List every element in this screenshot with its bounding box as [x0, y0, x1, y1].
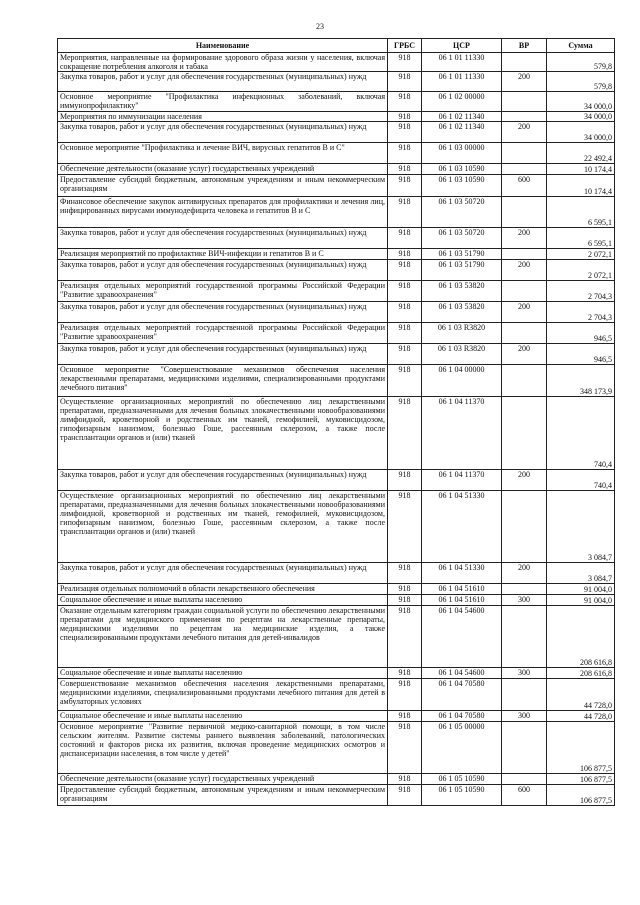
row-sum: 3 084,7 [547, 563, 615, 584]
row-name: Закупка товаров, работ и услуг для обеспечения государственных (муниципальных) нужд [58, 302, 388, 323]
table-row [58, 122, 615, 143]
row-csr: 06 1 03 R3820 [422, 344, 502, 365]
row-grbs: 918 [388, 122, 422, 143]
row-csr: 06 1 04 54600 [422, 668, 502, 679]
row-vr [502, 323, 547, 344]
row-vr [502, 491, 547, 563]
table-row [58, 175, 615, 197]
row-grbs: 918 [388, 92, 422, 112]
row-vr [502, 281, 547, 302]
table-row [58, 197, 615, 228]
row-name: Мероприятия, направленные на формирование здорового образа жизни у населения, включая сокращение потребления алкоголя и табака [58, 53, 388, 72]
row-vr: 300 [502, 668, 547, 679]
row-csr: 06 1 04 70580 [422, 711, 502, 722]
row-sum: 44 728,0 [547, 711, 615, 722]
row-name: Закупка товаров, работ и услуг для обеспечения государственных (муниципальных) нужд [58, 344, 388, 365]
row-grbs: 918 [388, 197, 422, 228]
row-csr: 06 1 04 51330 [422, 491, 502, 563]
row-csr: 06 1 03 R3820 [422, 323, 502, 344]
table-body [58, 53, 615, 806]
table-row [58, 344, 615, 365]
row-vr [502, 92, 547, 112]
row-name: Основное мероприятие "Развитие первичной медико-санитарной помощи, в том числе сельским жителям. Развитие системы раннего выявления заболеваний, патологических состояний и факторов риска их развития, включая проведение медицинских осмотров и диспансеризации населения, в том числе у детей" [58, 722, 388, 774]
row-sum: 34 000,0 [547, 92, 615, 112]
row-csr: 06 1 03 10590 [422, 175, 502, 197]
row-csr: 06 1 03 10590 [422, 164, 502, 175]
row-sum: 34 000,0 [547, 112, 615, 122]
row-grbs: 918 [388, 260, 422, 281]
table-row [58, 584, 615, 595]
row-name: Осуществление организационных мероприятий по обеспечению лиц лекарственными препаратами, предназначенными для лечения больных злокачественными новообразованиями лимфоидной, кроветворной и родственных им тканей, гемофилией, муковисцидозом, гипофизарным нанизмом, болезнью Гоше, рассеянным склерозом, а также после трансплантации органов и (или) тканей [58, 397, 388, 470]
row-vr: 200 [502, 344, 547, 365]
row-name: Закупка товаров, работ и услуг для обеспечения государственных (муниципальных) нужд [58, 228, 388, 249]
row-grbs: 918 [388, 491, 422, 563]
row-grbs: 918 [388, 563, 422, 584]
row-grbs: 918 [388, 53, 422, 72]
table-row [58, 470, 615, 491]
row-grbs: 918 [388, 668, 422, 679]
row-name: Обеспечение деятельности (оказание услуг) государственных учреждений [58, 774, 388, 785]
row-name: Реализация отдельных мероприятий государственной программы Российской Федерации "Развитие здравоохранения" [58, 323, 388, 344]
row-sum: 579,8 [547, 72, 615, 92]
row-sum: 106 877,5 [547, 785, 615, 806]
row-vr: 200 [502, 302, 547, 323]
row-csr: 06 1 04 00000 [422, 365, 502, 397]
row-grbs: 918 [388, 722, 422, 774]
row-name: Реализация отдельных мероприятий государственной программы Российской Федерации "Развитие здравоохранения" [58, 281, 388, 302]
table-row [58, 260, 615, 281]
row-csr: 06 1 03 00000 [422, 143, 502, 164]
row-name: Финансовое обеспечение закупок антивирусных препаратов для профилактики и лечения лиц, инфицированных вирусами иммунодефицита человека и гепатитов В и С [58, 197, 388, 228]
row-vr [502, 606, 547, 668]
row-grbs: 918 [388, 785, 422, 806]
row-sum: 2 704,3 [547, 302, 615, 323]
row-vr: 600 [502, 785, 547, 806]
row-sum: 10 174,4 [547, 164, 615, 175]
row-name: Реализация отдельных полномочий в области лекарственного обеспечения [58, 584, 388, 595]
row-vr: 200 [502, 563, 547, 584]
row-vr [502, 164, 547, 175]
row-name: Социальное обеспечение и иные выплаты населению [58, 711, 388, 722]
row-name: Основное мероприятие "Профилактика инфекционных заболеваний, включая иммунопрофилактику" [58, 92, 388, 112]
row-vr [502, 143, 547, 164]
row-csr: 06 1 03 50720 [422, 197, 502, 228]
row-sum: 91 004,0 [547, 584, 615, 595]
table-header [58, 39, 615, 53]
row-sum: 946,5 [547, 323, 615, 344]
row-vr [502, 584, 547, 595]
row-grbs: 918 [388, 112, 422, 122]
table-row [58, 563, 615, 584]
row-grbs: 918 [388, 679, 422, 711]
row-csr: 06 1 02 00000 [422, 92, 502, 112]
row-vr [502, 365, 547, 397]
row-name: Закупка товаров, работ и услуг для обеспечения государственных (муниципальных) нужд [58, 72, 388, 92]
table-row [58, 595, 615, 606]
row-sum: 22 492,4 [547, 143, 615, 164]
row-vr: 600 [502, 175, 547, 197]
row-name: Закупка товаров, работ и услуг для обеспечения государственных (муниципальных) нужд [58, 122, 388, 143]
row-csr: 06 1 04 11370 [422, 470, 502, 491]
row-sum: 208 616,8 [547, 668, 615, 679]
row-name: Мероприятия по иммунизации населения [58, 112, 388, 122]
table-row [58, 774, 615, 785]
row-grbs: 918 [388, 281, 422, 302]
row-name: Основное мероприятие "Совершенствование механизмов обеспечения населения лекарственными препаратами, медицинскими изделиями, специализированными продуктами лечебного питания" [58, 365, 388, 397]
row-sum: 91 004,0 [547, 595, 615, 606]
row-grbs: 918 [388, 344, 422, 365]
row-name: Предоставление субсидий бюджетным, автономным учреждениям и иным некоммерческим организациям [58, 175, 388, 197]
row-vr [502, 112, 547, 122]
row-grbs: 918 [388, 365, 422, 397]
row-sum: 740,4 [547, 397, 615, 470]
row-vr [502, 197, 547, 228]
row-sum: 740,4 [547, 470, 615, 491]
row-sum: 106 877,5 [547, 774, 615, 785]
table-row [58, 72, 615, 92]
row-name: Социальное обеспечение и иные выплаты населению [58, 595, 388, 606]
row-sum: 2 072,1 [547, 260, 615, 281]
table-row [58, 606, 615, 668]
row-vr: 300 [502, 595, 547, 606]
row-vr: 200 [502, 72, 547, 92]
row-name: Обеспечение деятельности (оказание услуг) государственных учреждений [58, 164, 388, 175]
row-sum: 34 000,0 [547, 122, 615, 143]
table-row [58, 785, 615, 806]
row-grbs: 918 [388, 323, 422, 344]
header-name: Наименование [58, 39, 388, 53]
row-csr: 06 1 04 51610 [422, 584, 502, 595]
row-sum: 2 704,3 [547, 281, 615, 302]
table-row [58, 711, 615, 722]
row-vr [502, 679, 547, 711]
row-name: Основное мероприятие "Профилактика и лечение ВИЧ, вирусных гепатитов В и С" [58, 143, 388, 164]
header-csr: ЦСР [422, 39, 502, 53]
row-csr: 06 1 04 11370 [422, 397, 502, 470]
row-csr: 06 1 03 53820 [422, 281, 502, 302]
row-grbs: 918 [388, 397, 422, 470]
row-sum: 6 595,1 [547, 228, 615, 249]
table-row [58, 53, 615, 72]
row-vr [502, 774, 547, 785]
row-csr: 06 1 01 11330 [422, 53, 502, 72]
table-row [58, 112, 615, 122]
row-grbs: 918 [388, 228, 422, 249]
row-csr: 06 1 05 10590 [422, 785, 502, 806]
row-csr: 06 1 02 11340 [422, 112, 502, 122]
row-csr: 06 1 03 50720 [422, 228, 502, 249]
row-name: Закупка товаров, работ и услуг для обеспечения государственных (муниципальных) нужд [58, 260, 388, 281]
row-csr: 06 1 03 51790 [422, 260, 502, 281]
row-csr: 06 1 04 51330 [422, 563, 502, 584]
row-vr: 300 [502, 711, 547, 722]
row-vr [502, 53, 547, 72]
row-sum: 208 616,8 [547, 606, 615, 668]
row-csr: 06 1 04 51610 [422, 595, 502, 606]
row-grbs: 918 [388, 143, 422, 164]
row-sum: 946,5 [547, 344, 615, 365]
row-sum: 579,8 [547, 53, 615, 72]
table-row [58, 228, 615, 249]
row-grbs: 918 [388, 249, 422, 260]
row-sum: 10 174,4 [547, 175, 615, 197]
row-vr: 200 [502, 228, 547, 249]
row-vr [502, 249, 547, 260]
header-grbs: ГРБС [388, 39, 422, 53]
row-vr: 200 [502, 260, 547, 281]
row-vr [502, 722, 547, 774]
row-csr: 06 1 05 10590 [422, 774, 502, 785]
row-name: Реализация мероприятий по профилактике ВИЧ-инфекции и гепатитов В и С [58, 249, 388, 260]
table-row [58, 679, 615, 711]
row-grbs: 918 [388, 164, 422, 175]
row-name: Осуществление организационных мероприятий по обеспечению лиц лекарственными препаратами, предназначенными для лечения больных злокачественными новообразованиями лимфоидной, кроветворной и родственных им тканей, гемофилией, муковисцидозом, гипофизарным нанизмом, болезнью Гоше, рассеянным склерозом, а также после трансплантации органов и (или) тканей [58, 491, 388, 563]
row-name: Закупка товаров, работ и услуг для обеспечения государственных (муниципальных) нужд [58, 470, 388, 491]
table-row [58, 92, 615, 112]
row-grbs: 918 [388, 175, 422, 197]
row-csr: 06 1 03 51790 [422, 249, 502, 260]
row-csr: 06 1 05 00000 [422, 722, 502, 774]
table-row [58, 249, 615, 260]
row-csr: 06 1 01 11330 [422, 72, 502, 92]
row-name: Социальное обеспечение и иные выплаты населению [58, 668, 388, 679]
row-name: Закупка товаров, работ и услуг для обеспечения государственных (муниципальных) нужд [58, 563, 388, 584]
table-row [58, 722, 615, 774]
row-sum: 2 072,1 [547, 249, 615, 260]
row-grbs: 918 [388, 595, 422, 606]
budget-table [57, 38, 615, 806]
row-sum: 106 877,5 [547, 722, 615, 774]
row-name: Совершенствование механизмов обеспечения населения лекарственными препаратами, медицинскими изделиями, специализированными продуктами лечебного питания для детей в амбулаторных условиях [58, 679, 388, 711]
row-grbs: 918 [388, 774, 422, 785]
table-row [58, 397, 615, 470]
row-sum: 3 084,7 [547, 491, 615, 563]
row-grbs: 918 [388, 302, 422, 323]
page-number: 23 [316, 22, 324, 31]
row-sum: 348 173,9 [547, 365, 615, 397]
table-row [58, 302, 615, 323]
row-grbs: 918 [388, 606, 422, 668]
table-row [58, 281, 615, 302]
table-row [58, 668, 615, 679]
header-sum: Сумма [547, 39, 615, 53]
table-row [58, 365, 615, 397]
row-grbs: 918 [388, 711, 422, 722]
table-row [58, 143, 615, 164]
row-csr: 06 1 04 70580 [422, 679, 502, 711]
row-grbs: 918 [388, 72, 422, 92]
row-grbs: 918 [388, 584, 422, 595]
table-row [58, 164, 615, 175]
table-row [58, 491, 615, 563]
row-csr: 06 1 02 11340 [422, 122, 502, 143]
row-sum: 44 728,0 [547, 679, 615, 711]
row-name: Оказание отдельным категориям граждан социальной услуги по обеспечению лекарственными препаратами для медицинского применения по рецептам на лекарственные препараты, медицинскими изделиями по рецептам на медицинские изделия, а также специализированными продуктами лечебного питания для детей-инвалидов [58, 606, 388, 668]
row-grbs: 918 [388, 470, 422, 491]
table-row [58, 323, 615, 344]
header-vr: ВР [502, 39, 547, 53]
row-vr: 200 [502, 122, 547, 143]
row-vr [502, 397, 547, 470]
row-csr: 06 1 03 53820 [422, 302, 502, 323]
row-name: Предоставление субсидий бюджетным, автономным учреждениям и иным некоммерческим организациям [58, 785, 388, 806]
row-sum: 6 595,1 [547, 197, 615, 228]
row-csr: 06 1 04 54600 [422, 606, 502, 668]
row-vr: 200 [502, 470, 547, 491]
